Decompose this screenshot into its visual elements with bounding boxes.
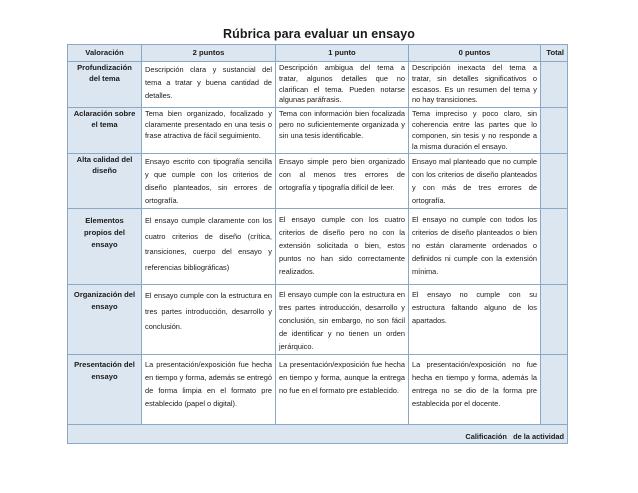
table-row — [68, 108, 568, 154]
header-2-points: 2 puntos — [142, 45, 276, 62]
desc-2-points: Ensayo escrito con tipografía sencilla y que cumple con los criterios de diseño planteados, sin errores de ortografía. — [142, 154, 276, 209]
total-cell — [541, 285, 568, 355]
table-row — [68, 154, 568, 209]
header-row — [68, 45, 568, 62]
desc-1-point: Descripción ambigua del tema a tratar, algunos detalles que no clarifican el tema. Pueden notarse algunas paráfrasis. — [276, 62, 409, 108]
desc-0-points: Tema impreciso y poco claro, sin coherencia entre las partes que lo componen, sin tesis y no responde a la misma duración el ensayo. — [409, 108, 541, 154]
criterion-cell: Aclaración sobre el tema — [68, 108, 142, 154]
desc-0-points: El ensayo no cumple con todos los criterios de diseño planteados o bien no están claramente ordenados o definidos ni cumple con la extensión mínima. — [409, 209, 541, 285]
desc-2-points: El ensayo cumple con la estructura en tres partes introducción, desarrollo y conclusión. — [142, 285, 276, 355]
table-row — [68, 355, 568, 425]
criterion-cell: Elementos propios del ensayo — [68, 209, 142, 285]
desc-0-points: Descripción inexacta del tema a tratar, sin detalles significativos o escasos. Es un resumen del tema y no hay transiciones. — [409, 62, 541, 108]
header-criterion: Valoración — [68, 45, 142, 62]
total-cell — [541, 62, 568, 108]
desc-0-points: Ensayo mal planteado que no cumple con los criterios de diseño planteados y con más de tres errores de ortografía. — [409, 154, 541, 209]
criterion-cell: Alta calidad del diseño — [68, 154, 142, 209]
header-total: Total — [541, 45, 568, 62]
desc-2-points: El ensayo cumple claramente con los cuatro criterios de diseño (crítica, transiciones, cuerpo del ensayo y referencias bibliográficas) — [142, 209, 276, 285]
desc-2-points: La presentación/exposición fue hecha en tiempo y forma, además se entregó de forma limpia en el formato pre establecido (papel o digital). — [142, 355, 276, 425]
desc-1-point: La presentación/exposición fue hecha en tiempo y forma, aunque la entrega no fue en el formato pre establecido. — [276, 355, 409, 425]
header-1-point: 1 punto — [276, 45, 409, 62]
grade-label: Calificación de la actividad — [68, 425, 568, 444]
desc-1-point: El ensayo cumple con la estructura en tres partes introducción, desarrollo y conclusión, sin embargo, no son fácil de identificar y no tienen un orden jerárquico. — [276, 285, 409, 355]
table-row — [68, 209, 568, 285]
table-row — [68, 62, 568, 108]
rubric-table — [67, 44, 568, 444]
criterion-cell: Organización del ensayo — [68, 285, 142, 355]
page-title: Rúbrica para evaluar un ensayo — [223, 27, 415, 41]
total-cell — [541, 209, 568, 285]
criterion-cell: Presentación del ensayo — [68, 355, 142, 425]
desc-2-points: Tema bien organizado, focalizado y claramente presentado en una tesis o frase atractiva de fácil seguimiento. — [142, 108, 276, 154]
desc-0-points: La presentación/exposición no fue hecha en tiempo y forma, además la entrega no se dio de la forma pre establecida por el docente. — [409, 355, 541, 425]
desc-1-point: El ensayo cumple con los cuatro criterios de diseño pero no con la extensión solicitada o bien, estos puntos no han sido correctamente realizados. — [276, 209, 409, 285]
footer-row — [68, 425, 568, 444]
desc-1-point: Ensayo simple pero bien organizado con al menos tres errores de ortografía y tipografía difícil de leer. — [276, 154, 409, 209]
table-row — [68, 285, 568, 355]
total-cell — [541, 108, 568, 154]
criterion-cell: Profundización del tema — [68, 62, 142, 108]
desc-0-points: El ensayo no cumple con su estructura faltando alguno de los apartados. — [409, 285, 541, 355]
total-cell — [541, 154, 568, 209]
desc-1-point: Tema con información bien focalizada pero no suficientemente organizada y sin una tesis identificable. — [276, 108, 409, 154]
desc-2-points: Descripción clara y sustancial del tema a tratar y buena cantidad de detalles. — [142, 62, 276, 108]
total-cell — [541, 355, 568, 425]
header-0-points: 0 puntos — [409, 45, 541, 62]
